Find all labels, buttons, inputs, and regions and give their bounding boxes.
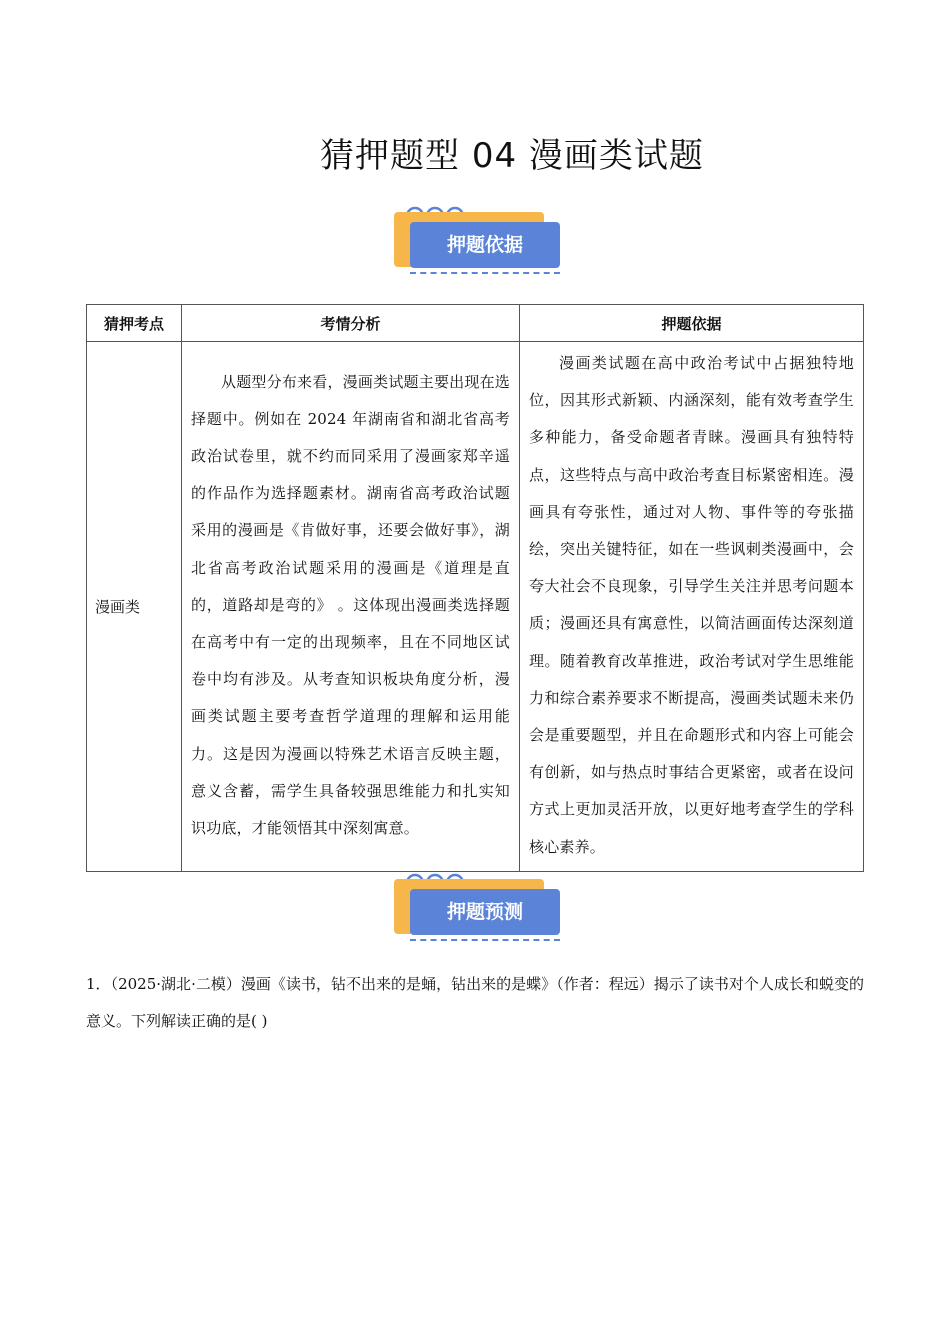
analysis-text: 从题型分布来看，漫画类试题主要出现在选择题中。例如在 2024 年湖南省和湖北省高考政治试卷里，就不约而同采用了漫画家郑辛遥的作品作为选择题素材。湖南省高考政治试题采用的漫画是《肯做好事，还要会做好事》，湖北省高考政治试题采用的漫画是《道理是直的，道路却是弯的》 。这体现出漫画类选择题在高考中有一定的出现频率，且在不同地区试卷中均有涉及。从考查知识板块角度分析，漫画类试题主要考查哲学道理的理解和运用能力。这是因为漫画以特殊艺术语言反映主题，意义含蓄，需学生具备较强思维能力和扎实知识功底，才能领悟其中深刻寓意。	[191, 372, 510, 838]
basis-text: 漫画类试题在高中政治考试中占据独特地位，因其形式新颖、内涵深刻，能有效考查学生多种能力，备受命题者青睐。漫画具有独特特点，这些特点与高中政治考查目标紧密相连。漫画具有夸张性，通过对人物、事件等的夸张描绘，突出关键特征，如在一些讽刺类漫画中，会夸大社会不良现象，引导学生关注并思考问题本质；漫画还具有寓意性，以简洁画面传达深刻道理。随着教育改革推进，政治考试对学生思维能力和综合素养要求不断提高，漫画类试题未来仍会是重要题型，并且在命题形式和内容上可能会有创新，如与热点时事结合更紧密，或者在设问方式上更加灵活开放，以更好地考查学生的学科核心素养。	[529, 354, 854, 856]
badge-underline	[410, 272, 560, 274]
question-1: 1．（2025·湖北·二模）漫画《读书，钻不出来的是蛹，钻出来的是蝶》（作者：程远）揭示了读书对个人成长和蜕变的意义。下列解读正确的是( )	[86, 975, 864, 1030]
page-title: 猜押题型 04 漫画类试题	[320, 136, 704, 176]
badge-label: 押题依据	[410, 222, 560, 268]
badge-label: 押题预测	[410, 889, 560, 935]
analysis-table	[86, 304, 864, 872]
header-basis: 押题依据	[520, 305, 864, 342]
section-badge-prediction	[394, 867, 564, 947]
badge-underline	[410, 939, 560, 941]
header-category: 猜押考点	[87, 305, 182, 342]
header-analysis: 考情分析	[182, 305, 520, 342]
table-row	[87, 342, 864, 872]
table-header-row	[87, 305, 864, 342]
cell-category: 漫画类	[87, 342, 182, 872]
section-badge-basis	[394, 200, 564, 280]
cell-basis	[520, 342, 864, 872]
cell-analysis	[182, 342, 520, 872]
